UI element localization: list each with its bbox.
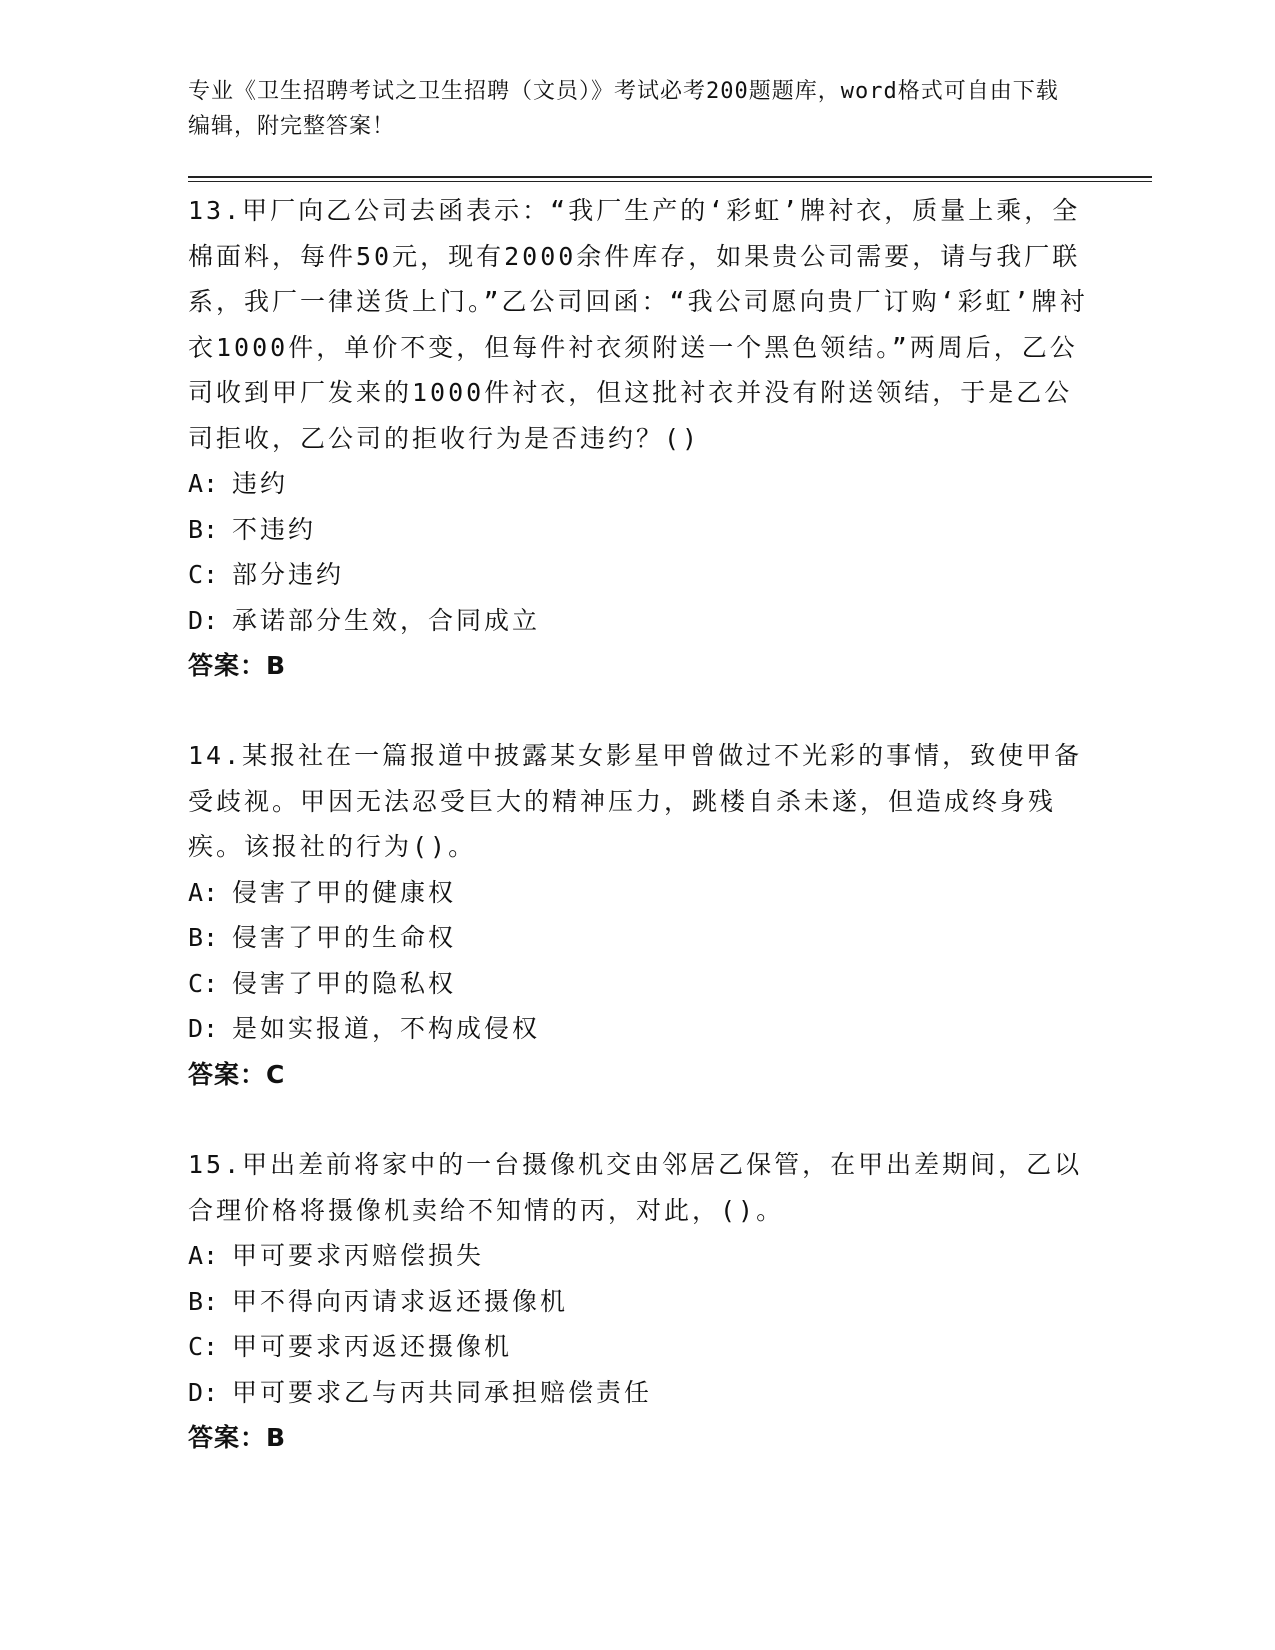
option-b: [188, 915, 1088, 961]
option-text: 甲不得向丙请求返还摄像机: [232, 1286, 569, 1316]
option-d: [188, 1006, 1088, 1052]
option-letter: C:: [188, 1332, 219, 1361]
option-text: 侵害了甲的生命权: [232, 923, 457, 952]
option-letter: A:: [188, 1241, 219, 1270]
option-text: 甲可要求丙赔偿损失: [232, 1241, 485, 1270]
answer-line: 答案：B: [188, 651, 287, 680]
option-letter: B:: [188, 1286, 219, 1316]
header-rule-thick: [188, 176, 1152, 178]
option-d: [188, 1370, 1088, 1416]
option-letter: D:: [188, 1014, 219, 1043]
option-c: [188, 961, 1088, 1007]
option-b: [188, 507, 1088, 553]
option-text: 违约: [232, 469, 289, 498]
option-d: [188, 598, 1088, 644]
question-stem: 13.甲厂向乙公司去函表示：“我厂生产的‘彩虹’牌衬衣，质量上乘，全棉面料，每件50元，现有2000余件库存，如果贵公司需要，请与我厂联系，我厂一律送货上门。”乙公司回函：“我公司愿向贵厂订购‘彩虹’牌衬衣1000件，单价不变，但每件衬衣须附送一个黑色领结。”两周后，乙公司收到甲厂发来的1000件衬衣，但这批衬衣并没有附送领结，于是乙公司拒收，乙公司的拒收行为是否违约？(): [188, 196, 1088, 453]
option-a: [188, 870, 1088, 916]
option-letter: A:: [188, 877, 219, 907]
option-letter: B:: [188, 514, 219, 544]
option-c: [188, 552, 1088, 598]
option-text: 承诺部分生效，合同成立: [232, 605, 541, 635]
option-letter: B:: [188, 923, 219, 952]
option-text: 不违约: [232, 514, 317, 544]
option-text: 是如实报道，不构成侵权: [232, 1014, 541, 1043]
option-b: [188, 1279, 1088, 1325]
question-stem: 14.某报社在一篇报道中披露某女影星甲曾做过不光彩的事情，致使甲备受歧视。甲因无法忍受巨大的精神压力，跳楼自杀未遂，但造成终身残疾。该报社的行为()。: [188, 741, 1083, 861]
option-text: 部分违约: [232, 560, 345, 589]
option-letter: A:: [188, 469, 219, 498]
question-15: [188, 1142, 1088, 1461]
answer-line: 答案：C: [188, 1059, 286, 1089]
option-a: [188, 1233, 1088, 1279]
answer-line: 答案：B: [188, 1423, 287, 1452]
option-letter: C:: [188, 968, 219, 998]
option-text: 甲可要求乙与丙共同承担赔偿责任: [232, 1377, 653, 1407]
question-13: [188, 188, 1088, 689]
option-text: 甲可要求丙返还摄像机: [232, 1332, 513, 1361]
option-letter: D:: [188, 1377, 219, 1407]
question-14: [188, 733, 1088, 1097]
option-text: 侵害了甲的隐私权: [232, 968, 457, 998]
option-letter: C:: [188, 560, 219, 589]
header-rule-thin: [188, 181, 1152, 182]
question-stem: 15.甲出差前将家中的一台摄像机交由邻居乙保管，在甲出差期间，乙以合理价格将摄像机卖给不知情的丙，对此，()。: [188, 1150, 1083, 1225]
option-a: [188, 461, 1088, 507]
option-letter: D:: [188, 605, 219, 635]
option-c: [188, 1324, 1088, 1370]
option-text: 侵害了甲的健康权: [232, 877, 457, 907]
document-header: 专业《卫生招聘考试之卫生招聘（文员）》考试必考200题题库，word格式可自由下载编辑，附完整答案！: [188, 79, 1059, 139]
